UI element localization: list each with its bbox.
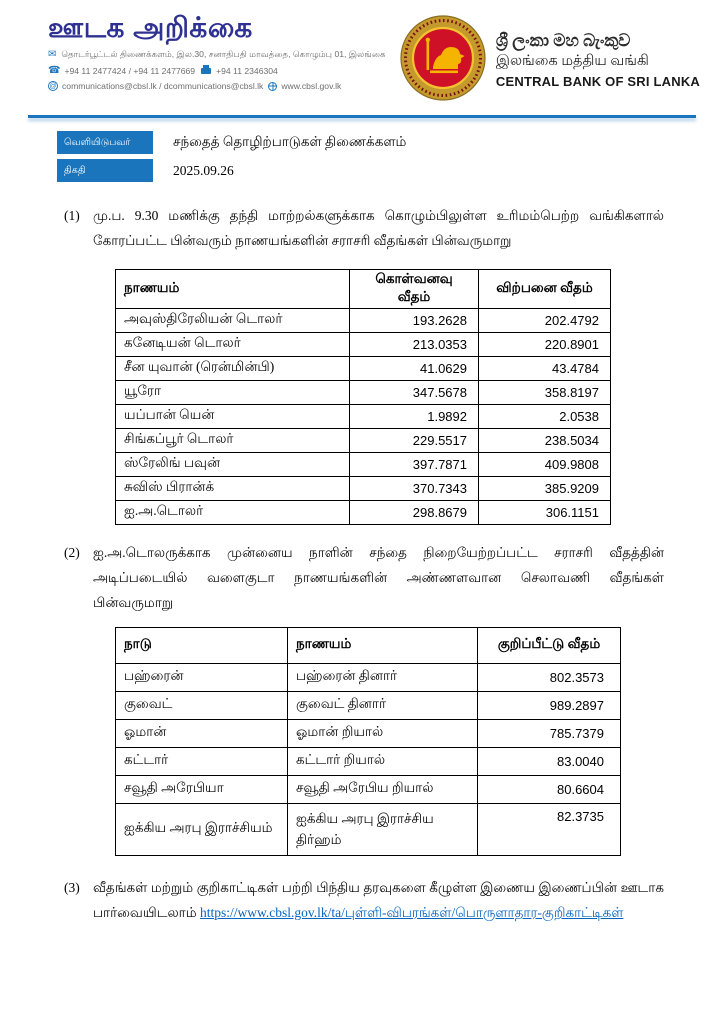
paragraph-3-body: வீதங்கள் மற்றும் குறிகாட்டிகள் பற்றி பிந்திய தரவுகளை கீழுள்ள இணைய இணைப்பின் ஊடாக பார்வையிடலாம் xyxy=(93,879,664,920)
table-row xyxy=(116,663,621,691)
buying-rate: 347.5678 xyxy=(350,380,479,404)
masthead-title: ஊடக அறிக்கை xyxy=(48,12,253,43)
col-header-currency: நாணயம் xyxy=(288,627,478,663)
paragraph-3-number: (3) xyxy=(64,879,80,895)
currency-name: சுவிஸ் பிரான்க் xyxy=(116,476,350,500)
paragraph-2-text: ஐ.அ.டொலருக்காக முன்னைய நாளின் சந்தை நிறையேற்றப்பட்ட சராசரி வீதத்தின் அடிப்படையில் வளைகுடா நாணயங்களின் அண்ணளவான செலாவணி வீதங்கள் பின்வருமாறு xyxy=(93,544,664,610)
country-name: பஹ்ரைன் xyxy=(116,663,288,691)
website-url: www.cbsl.gov.lk xyxy=(281,81,342,92)
col-header-selling: விற்பனை வீதம் xyxy=(479,269,611,308)
col-header-indicative-rate: குறிப்பீட்டு வீதம் xyxy=(478,627,621,663)
email-at-icon: @ xyxy=(49,82,57,90)
gulf-rates-table xyxy=(115,627,621,856)
paragraph-2-number: (2) xyxy=(64,544,80,560)
paragraph-3 xyxy=(64,876,664,926)
phone-numbers: +94 11 2477424 / +94 11 2477669 xyxy=(64,66,196,77)
col-header-currency: நாணயம் xyxy=(116,269,350,308)
header-divider xyxy=(28,115,696,118)
buying-rate: 1.9892 xyxy=(350,404,479,428)
currency-name: குவைட் தினார் xyxy=(288,691,478,719)
table-row xyxy=(116,719,621,747)
contact-web-line xyxy=(48,81,385,91)
exchange-rates-table xyxy=(115,269,611,525)
country-name: ஐக்கிய அரபு இராச்சியம் xyxy=(116,803,288,855)
department-address: தொடர்பூட்டல் திணைக்களம், இல.30, சனாதிபதி மாவத்தை, கொழும்பு 01, இலங்கை xyxy=(61,49,386,60)
currency-name: ஓமான் றியால் xyxy=(288,719,478,747)
currency-name: சீன யுவான் (ரென்மின்பி) xyxy=(116,356,350,380)
page-header xyxy=(0,0,724,106)
issuer-row xyxy=(57,131,724,154)
table-row xyxy=(116,691,621,719)
table-row xyxy=(116,428,611,452)
selling-rate: 202.4792 xyxy=(479,308,611,332)
buying-rate: 193.2628 xyxy=(350,308,479,332)
currency-name: ஸ்ரேலிங் பவுன் xyxy=(116,452,350,476)
currency-name: கட்டார் றியால் xyxy=(288,747,478,775)
buying-rate: 229.5517 xyxy=(350,428,479,452)
table-row xyxy=(116,775,621,803)
fax-icon xyxy=(201,68,211,74)
table-row xyxy=(116,404,611,428)
indicative-rate: 989.2897 xyxy=(478,691,621,719)
currency-name: சவூதி அரேபிய றியால் xyxy=(288,775,478,803)
bank-name-sinhala: ශ්‍රී ලංකා මහ බැංකුව xyxy=(495,30,631,50)
selling-rate: 385.9209 xyxy=(479,476,611,500)
table-header-row xyxy=(116,269,611,308)
buying-rate: 370.7343 xyxy=(350,476,479,500)
table-row xyxy=(116,308,611,332)
paragraph-1-text: மு.ப. 9.30 மணிக்கு தந்தி மாற்றல்களுக்காக கொழும்பிலுள்ள உரிமம்பெற்ற வங்கிகளால் கோரப்பட்ட பின்வரும் நாணயங்களின் சராசரி வீதங்கள் பின்வருமாறு xyxy=(93,208,664,248)
paragraph-1 xyxy=(64,204,664,254)
paragraph-1-number: (1) xyxy=(64,208,80,223)
table-row xyxy=(116,356,611,380)
cbsl-emblem-logo xyxy=(400,15,486,106)
date-label: திகதி xyxy=(57,159,153,182)
indicative-rate: 785.7379 xyxy=(478,719,621,747)
indicative-rate: 82.3735 xyxy=(478,803,621,855)
issuer-value: சந்தைத் தொழிற்பாடுகள் திணைக்களம் xyxy=(173,133,407,149)
issuer-label: வெளியிடுபவர் xyxy=(57,131,153,154)
bank-identity-block xyxy=(400,15,700,106)
table-row xyxy=(116,332,611,356)
paragraph-3-text xyxy=(93,876,664,926)
table-row xyxy=(116,380,611,404)
table-header-row xyxy=(116,627,621,663)
selling-rate: 306.1151 xyxy=(479,500,611,524)
currency-name: சிங்கப்பூர் டொலர் xyxy=(116,428,350,452)
release-meta xyxy=(57,131,724,182)
col-header-buying: கொள்வனவு வீதம் xyxy=(350,269,479,308)
currency-name: யப்பான் யென் xyxy=(116,404,350,428)
col-header-country: நாடு xyxy=(116,627,288,663)
masthead-block xyxy=(48,13,385,91)
selling-rate: 409.9808 xyxy=(479,452,611,476)
bank-name-english: CENTRAL BANK OF SRI LANKA xyxy=(495,73,700,89)
buying-rate: 298.8679 xyxy=(350,500,479,524)
table-row xyxy=(116,452,611,476)
indicative-rate: 802.3573 xyxy=(478,663,621,691)
date-value: 2025.09.26 xyxy=(173,162,234,178)
fax-number: +94 11 2346304 xyxy=(216,66,278,77)
selling-rate: 220.8901 xyxy=(479,332,611,356)
selling-rate: 43.4784 xyxy=(479,356,611,380)
paragraph-2 xyxy=(64,541,664,616)
date-row xyxy=(57,159,724,182)
country-name: கட்டார் xyxy=(116,747,288,775)
selling-rate: 238.5034 xyxy=(479,428,611,452)
currency-name: ஐ.அ.டொலர் xyxy=(116,500,350,524)
envelope-icon: ✉ xyxy=(48,49,57,61)
currency-name: அவுஸ்திரேலியன் டொலர் xyxy=(116,308,350,332)
currency-name: கனேடியன் டொலர் xyxy=(116,332,350,356)
country-name: குவைட் xyxy=(116,691,288,719)
buying-rate: 397.7871 xyxy=(350,452,479,476)
indicative-rate: 83.0040 xyxy=(478,747,621,775)
currency-name: யூரோ xyxy=(116,380,350,404)
currency-name: பஹ்ரைன் தினார் xyxy=(288,663,478,691)
indicative-rate: 80.6604 xyxy=(478,775,621,803)
bank-name-tamil: இலங்கை மத்திய வங்கி xyxy=(495,53,649,70)
buying-rate: 41.0629 xyxy=(350,356,479,380)
bank-names xyxy=(496,30,700,91)
selling-rate: 358.8197 xyxy=(479,380,611,404)
contact-phone-line xyxy=(48,66,385,76)
selling-rate: 2.0538 xyxy=(479,404,611,428)
country-name: ஓமான் xyxy=(116,719,288,747)
globe-icon xyxy=(268,82,277,91)
cbsl-indicators-link[interactable]: https://www.cbsl.gov.lk/ta/புள்ளி-விபரங்கள்/பொருளாதார-குறிகாட்டிகள் xyxy=(199,904,624,920)
buying-rate: 213.0353 xyxy=(350,332,479,356)
contact-address-line xyxy=(48,49,385,61)
phone-icon: ☎ xyxy=(48,65,61,77)
email-addresses: communications@cbsl.lk / dcommunications@cbsl.lk xyxy=(62,81,264,92)
country-name: சவூதி அரேபியா xyxy=(116,775,288,803)
table-row xyxy=(116,500,611,524)
table-row xyxy=(116,747,621,775)
table-row xyxy=(116,803,621,855)
currency-name: ஐக்கிய அரபு இராச்சிய திர்ஹம் xyxy=(288,803,478,855)
table-row xyxy=(116,476,611,500)
